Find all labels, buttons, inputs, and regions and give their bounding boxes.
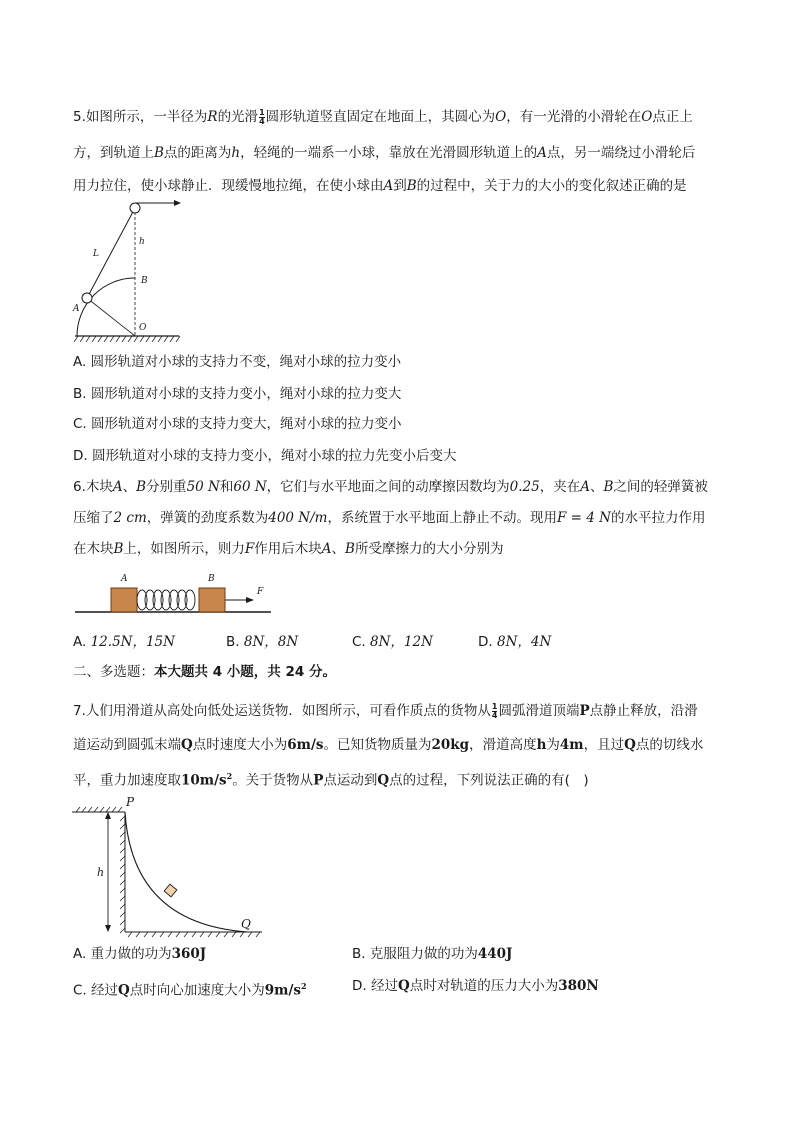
svg-text:F: F: [257, 587, 264, 597]
q5-option-d[interactable]: D. 圆形轨道对小球的支持力变小，绳对小球的拉力先变小后变大: [73, 448, 457, 464]
svg-text:A: A: [121, 574, 128, 584]
q6-option-a[interactable]: A. 12.5N，15N: [73, 634, 175, 650]
q6-stem-line-1: 6.木块A、B分别重50 N和60 N，它们与水平地面之间的动摩擦因数均为0.25，夹在A、B之间的轻弹簧被: [73, 479, 708, 495]
q5-option-c[interactable]: C. 圆形轨道对小球的支持力变大，绳对小球的拉力变小: [73, 416, 402, 432]
svg-text:B: B: [208, 574, 215, 584]
q7-stem-line-3: 平，重力加速度取$10m/s^2$。关于货物从P点运动到Q点的过程，下列说法正确的有( ): [73, 771, 589, 789]
svg-text:h: h: [139, 237, 145, 247]
svg-text:L: L: [93, 249, 99, 259]
q5-figure-pulley-track: [73, 198, 193, 343]
fraction-quarter: $\frac{1}{4}$: [491, 701, 498, 720]
q7-stem-line-1: 7.人们用滑道从高处向低处运送货物．如图所示，可看作质点的货物从 $\frac{1}{4}$ 圆弧滑道顶端P点静止释放，沿滑: [73, 701, 698, 720]
svg-text:Q: Q: [241, 917, 251, 931]
svg-text:O: O: [139, 323, 147, 333]
q7-option-a[interactable]: A. 重力做的功为360J: [73, 946, 207, 962]
q6-stem-line-3: 在木块B上，如图所示，则力F作用后木块A、B所受摩擦力的大小分别为: [73, 541, 504, 557]
svg-text:A: A: [73, 304, 80, 314]
svg-text:P: P: [126, 795, 135, 809]
q7-figure-slide: [70, 794, 270, 934]
q7-option-d[interactable]: D. 经过Q点时对轨道的压力大小为380N: [352, 978, 599, 994]
q7-option-b[interactable]: B. 克服阻力做的功为440J: [352, 946, 513, 962]
q6-figure-blocks-spring: [73, 568, 273, 616]
section-heading-multiple-choice: 二、多选题：本大题共 4 小题，共 24 分。: [73, 664, 336, 680]
svg-text:B: B: [141, 276, 148, 286]
q7-option-c[interactable]: C. 经过Q点时向心加速度大小为$9m/s^2$: [73, 981, 307, 999]
svg-text:h: h: [97, 866, 105, 879]
fraction-quarter: $\frac{1}{4}$: [259, 107, 265, 126]
q5-option-b[interactable]: B. 圆形轨道对小球的支持力变小，绳对小球的拉力变大: [73, 386, 402, 402]
q6-option-b[interactable]: B. 8N，8N: [226, 634, 299, 650]
q5-option-a[interactable]: A. 圆形轨道对小球的支持力不变，绳对小球的拉力变小: [73, 354, 402, 370]
q7-stem-line-2: 道运动到圆弧末端Q点时速度大小为6m/s。已知货物质量为20kg，滑道高度h为4m，且过Q点的切线水: [73, 737, 704, 753]
q6-stem-line-2: 压缩了2 cm，弹簧的劲度系数为400 N/m，系统置于水平地面上静止不动。现用F = 4 N的水平拉力作用: [73, 510, 706, 526]
q5-stem-line-1: 5.如图所示，一半径为R的光滑 $\frac{1}{4}$ 圆形轨道竖直固定在地面上，其圆心为O，有一光滑的小滑轮在O点正上: [73, 107, 693, 126]
q6-option-d[interactable]: D. 8N，4N: [478, 634, 552, 650]
q6-option-c[interactable]: C. 8N，12N: [352, 634, 433, 650]
q5-stem-line-3: 用力拉住，使小球静止．现缓慢地拉绳，在使小球由A到B的过程中，关于力的大小的变化叙述正确的是: [73, 178, 687, 194]
q5-stem-line-2: 方，到轨道上B点的距离为h，轻绳的一端系一小球，靠放在光滑圆形轨道上的A点，另一端绕过小滑轮后: [73, 145, 696, 161]
